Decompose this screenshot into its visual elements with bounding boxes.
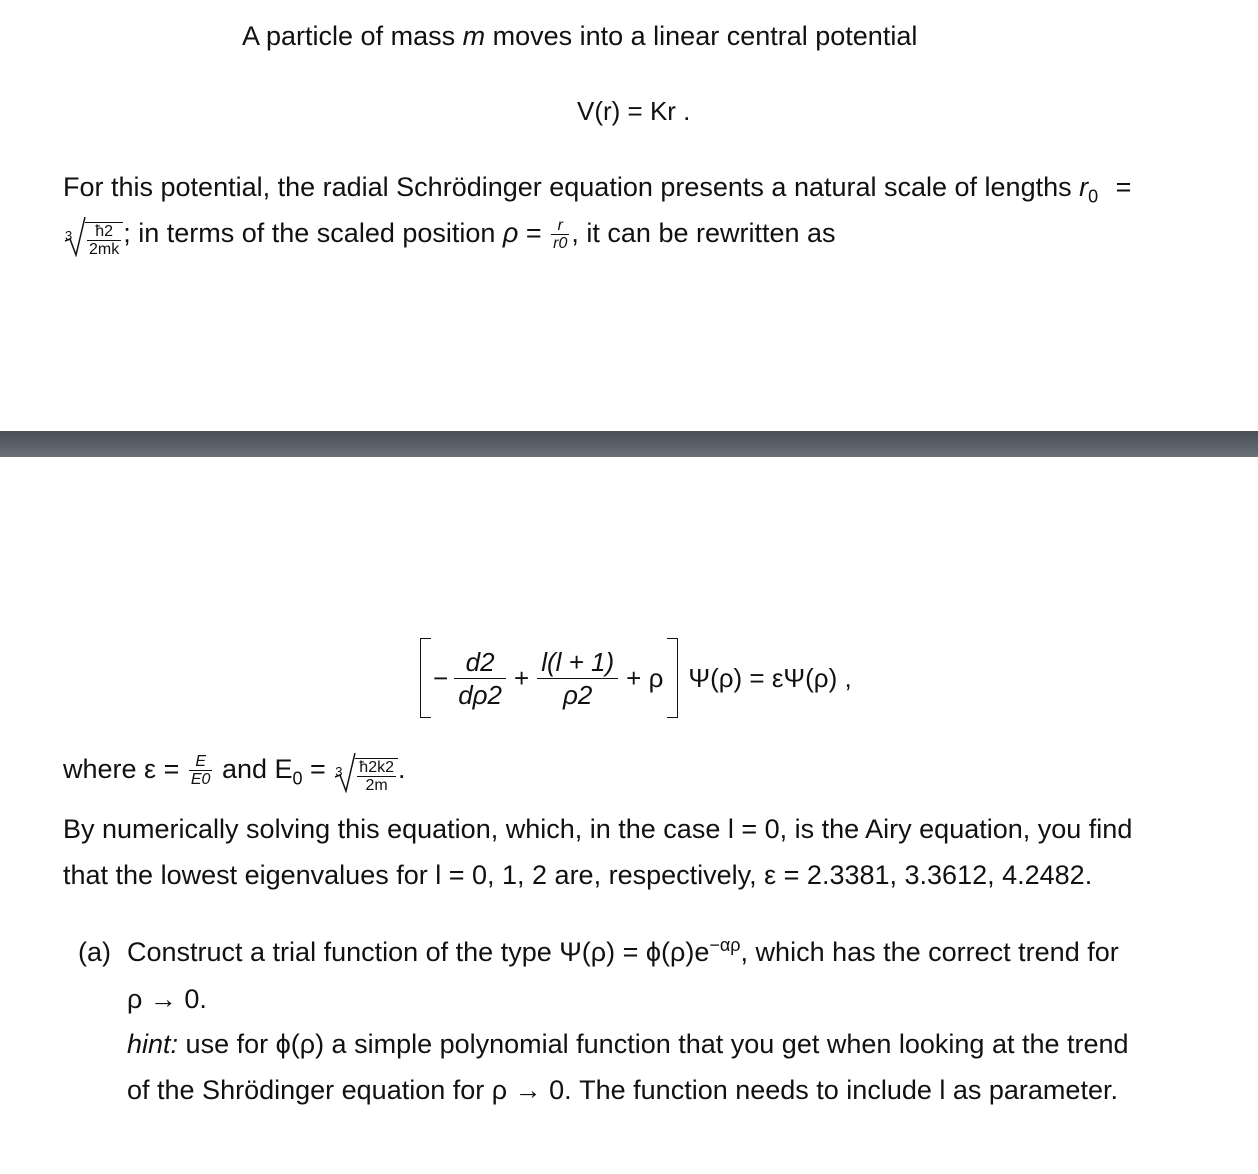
- epsilon-fraction: [189, 753, 213, 788]
- centrifugal-fraction: [537, 646, 618, 711]
- root-numerator-2: ħ2k2: [359, 758, 394, 776]
- para2-line1: [63, 813, 1132, 845]
- para1-text-c: , it can be rewritten as: [571, 218, 836, 248]
- scaled-numerator: r: [551, 217, 569, 235]
- page-divider: [0, 431, 1258, 457]
- root-fraction-2: [355, 758, 398, 794]
- para1-text-b: ; in terms of the scaled position: [123, 218, 503, 248]
- schrodinger-equation: [420, 636, 852, 720]
- minus-sign: −: [433, 662, 449, 693]
- r0-subscript: 0: [1088, 186, 1099, 207]
- plus-sign: +: [514, 662, 530, 693]
- part-a-marker: (a): [78, 937, 111, 967]
- plus-rho: + ρ: [626, 662, 664, 693]
- second-derivative-fraction: [454, 646, 506, 711]
- intro-line: [242, 20, 917, 52]
- part-a-text-1-end: , which has the correct trend for: [740, 937, 1119, 967]
- equation-rhs: Ψ(ρ) = εΨ(ρ) ,: [688, 662, 852, 693]
- root-numerator: ħ2: [87, 223, 121, 241]
- cube-root-r0: [63, 213, 123, 257]
- hint-label: hint:: [127, 1029, 179, 1059]
- cube-root-e0: [333, 749, 398, 793]
- para2-text-1: By numerically solving this equation, which, in the case l = 0, is the Airy equation, you find: [63, 814, 1133, 844]
- hint-text-1: use for ϕ(ρ) a simple polynomial function that you get when looking at the trend: [178, 1029, 1129, 1059]
- para2-line2: [63, 859, 1092, 891]
- potential-equation-text: V(r) = Kr .: [577, 96, 691, 126]
- scaled-denominator: r0: [553, 235, 568, 253]
- mass-symbol: m: [462, 21, 486, 51]
- root-denominator: 2mk: [89, 240, 120, 258]
- where-equals: =: [302, 754, 334, 784]
- part-a-text-1: Construct a trial function of the type Ψ(ρ) = ϕ(ρ)e: [127, 937, 710, 967]
- exponent: −αρ: [709, 935, 741, 955]
- part-a-text-2: ρ → 0.: [127, 984, 207, 1014]
- e0-subscript: 0: [292, 768, 303, 789]
- intro-text-a: A particle of mass: [242, 21, 463, 51]
- root-denominator-2: 2m: [365, 776, 388, 794]
- l-numerator: l(l + 1): [537, 646, 618, 679]
- para1-line2: [63, 210, 836, 256]
- para1-equals-2: =: [518, 218, 550, 248]
- drho2-denominator: dρ2: [458, 679, 502, 710]
- hint-line2: [127, 1074, 1118, 1106]
- root-index-2: 3: [335, 763, 343, 779]
- epsilon-denominator: E0: [190, 771, 211, 789]
- para1-line1: [63, 171, 1132, 207]
- where-period: .: [398, 754, 406, 784]
- para2-text-2: that the lowest eigenvalues for l = 0, 1, 2 are, respectively, ε = 2.3381, 3.3612, 4.2482.: [63, 860, 1093, 890]
- r0-symbol: r: [1079, 172, 1089, 202]
- d2-numerator: d2: [454, 646, 506, 679]
- root-index: 3: [65, 227, 73, 243]
- hint-line1: [127, 1028, 1129, 1060]
- para1-equals: =: [1108, 172, 1132, 202]
- potential-equation: [577, 96, 690, 127]
- hint-text-2: of the Shrödinger equation for ρ → 0. The function needs to include l as parameter.: [127, 1075, 1118, 1105]
- left-bracket: [420, 638, 431, 718]
- part-a-line1: [127, 936, 1119, 968]
- root-fraction: [85, 222, 123, 258]
- part-a-line2: [127, 983, 207, 1015]
- para1-text-a: For this potential, the radial Schrödinger equation presents a natural scale of lengths: [63, 172, 1080, 202]
- where-line: [63, 746, 406, 792]
- rho-symbol: ρ: [502, 218, 519, 248]
- scaled-position-fraction: [551, 217, 569, 252]
- part-a-label: [78, 936, 111, 968]
- where-text-a: where ε =: [63, 754, 187, 784]
- rho2-denominator: ρ2: [562, 679, 593, 710]
- intro-text-b: moves into a linear central potential: [485, 21, 918, 51]
- epsilon-numerator: E: [189, 753, 213, 771]
- right-bracket: [667, 638, 678, 718]
- where-text-b: and E: [214, 754, 293, 784]
